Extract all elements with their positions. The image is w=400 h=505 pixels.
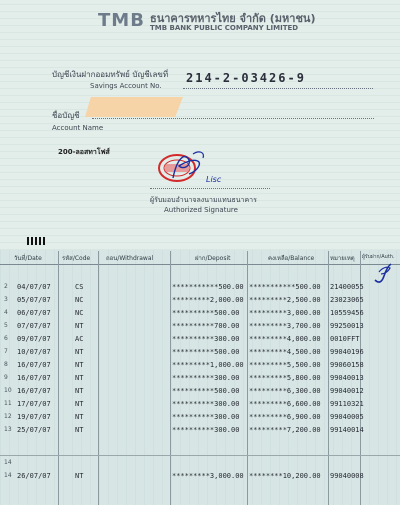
bank-name-english: TMB BANK PUBLIC COMPANY LIMITED (150, 24, 299, 32)
table-row (0, 361, 400, 372)
header-withdrawal: ถอน/Withdrawal (106, 255, 154, 262)
row-balance: ********10,200.00 (249, 472, 321, 480)
row-number: 2 (4, 283, 8, 290)
row-deposit: *********1,000.00 (172, 361, 244, 369)
table-row (0, 296, 400, 307)
table-row (0, 413, 400, 424)
row-number: 12 (4, 413, 12, 420)
row-number: 14 (4, 472, 12, 479)
row-number: 8 (4, 361, 8, 368)
row-number: 11 (4, 400, 12, 407)
row-reference: 99250013 (330, 322, 364, 330)
row-date: 26/07/07 (17, 472, 51, 480)
row-balance: *********6,600.00 (249, 400, 321, 408)
account-number-line (183, 88, 373, 89)
row-deposit: **********300.00 (172, 400, 240, 408)
row-reference: 99040008 (330, 472, 364, 480)
row-balance: *********5,800.00 (249, 374, 321, 382)
table-row (0, 426, 400, 437)
bank-name-thai: ธนาคารทหารไทย จำกัด (มหาชน) (150, 12, 316, 25)
row-number: 5 (4, 322, 8, 329)
row-number: 14 (4, 459, 12, 466)
row-code: NT (75, 348, 84, 356)
row-deposit: **********300.00 (172, 374, 240, 382)
row-code: NT (75, 322, 84, 330)
row-reference: 0010FFT (330, 335, 360, 343)
row-deposit: ***********500.00 (172, 283, 244, 291)
row-reference: 99040196 (330, 348, 364, 356)
row-date: 10/07/07 (17, 348, 51, 356)
row-date: 19/07/07 (17, 413, 51, 421)
account-name-label-thai: ชื่อบัญชี (52, 111, 80, 120)
table-row (0, 309, 400, 320)
row-reference: 99040013 (330, 374, 364, 382)
table-row (0, 283, 400, 294)
row-balance: *********5,500.00 (249, 361, 321, 369)
signature-label-thai: ผู้รับมอบอำนาจลงนามแทนธนาคาร (150, 196, 257, 204)
row-date: 07/07/07 (17, 322, 51, 330)
row-deposit: *********3,000.00 (172, 472, 244, 480)
row-number: 13 (4, 426, 12, 433)
table-row (0, 400, 400, 411)
table-row (0, 335, 400, 346)
row-balance: ***********500.00 (249, 283, 321, 291)
row-deposit: **********700.00 (172, 322, 240, 330)
row-date: 16/07/07 (17, 387, 51, 395)
row-reference: 99060158 (330, 361, 364, 369)
row-number: 3 (4, 296, 8, 303)
row-deposit: **********500.00 (172, 348, 240, 356)
row-reference: 99040005 (330, 413, 364, 421)
row-balance: *********7,200.00 (249, 426, 321, 434)
barcode-icon (27, 237, 47, 245)
header-auth: ผู้รับฝาก/Auth. (362, 254, 395, 260)
row-deposit: **********300.00 (172, 413, 240, 421)
row-code: NT (75, 374, 84, 382)
row-reference: 99140014 (330, 426, 364, 434)
row-balance: *********6,900.00 (249, 413, 321, 421)
account-name-label-english: Account Name (52, 124, 104, 132)
table-row (0, 322, 400, 333)
signature-line (150, 188, 270, 189)
row-reference: 21400055 (330, 283, 364, 291)
row-date: 16/07/07 (17, 374, 51, 382)
signature-label-english: Authorized Signature (164, 206, 238, 214)
bank-logo: TMB (98, 10, 145, 31)
header-balance: คงเหลือ/Balance (268, 255, 315, 262)
row-balance: *********6,300.00 (249, 387, 321, 395)
row-date: 09/07/07 (17, 335, 51, 343)
row-number: 7 (4, 348, 8, 355)
row-code: NT (75, 400, 84, 408)
row-balance: *********2,500.00 (249, 296, 321, 304)
row-code: NT (75, 387, 84, 395)
row-code: NT (75, 361, 84, 369)
table-row (0, 472, 400, 483)
row-deposit: *********2,000.00 (172, 296, 244, 304)
row-code: NC (75, 309, 84, 317)
account-name-line (92, 118, 374, 119)
row-date: 17/07/07 (17, 400, 51, 408)
row-code: NT (75, 413, 84, 421)
table-row (0, 374, 400, 385)
row-date: 05/07/07 (17, 296, 51, 304)
row-deposit: **********300.00 (172, 335, 240, 343)
row-number: 6 (4, 335, 8, 342)
row-balance: *********4,500.00 (249, 348, 321, 356)
row-date: 06/07/07 (17, 309, 51, 317)
table-row-empty (0, 459, 400, 470)
row-code: NC (75, 296, 84, 304)
row-reference: 99040012 (330, 387, 364, 395)
row-balance: *********4,000.00 (249, 335, 321, 343)
page-fold (0, 455, 400, 456)
row-deposit: **********300.00 (172, 426, 240, 434)
row-code: NT (75, 426, 84, 434)
row-code: CS (75, 283, 84, 291)
row-date: 25/07/07 (17, 426, 51, 434)
account-number: 214-2-03426-9 (186, 71, 306, 85)
row-number: 4 (4, 309, 8, 316)
signature-initials: Lisc (206, 175, 222, 184)
table-row (0, 387, 400, 398)
row-reference: 99110321 (330, 400, 364, 408)
account-type-label-english: Savings Account No. (90, 82, 162, 90)
auth-checkmark-icon (373, 262, 393, 286)
row-code: AC (75, 335, 84, 343)
row-number: 10 (4, 387, 12, 394)
account-type-label-thai: บัญชีเงินฝากออมทรัพย์ บัญชีเลขที่ (52, 70, 169, 79)
branch-code: 200-ลอสทาโฟส์ (58, 148, 110, 156)
row-code: NT (75, 472, 84, 480)
row-balance: *********3,000.00 (249, 309, 321, 317)
row-balance: *********3,700.00 (249, 322, 321, 330)
header-remark: หมายเหตุ (330, 255, 355, 262)
row-number: 9 (4, 374, 8, 381)
row-date: 16/07/07 (17, 361, 51, 369)
header-code: รหัส/Code (62, 255, 91, 262)
table-row (0, 348, 400, 359)
redacted-account-name (85, 97, 183, 117)
row-date: 04/07/07 (17, 283, 51, 291)
row-deposit: **********500.00 (172, 387, 240, 395)
row-reference: 23023065 (330, 296, 364, 304)
row-reference: 10559456 (330, 309, 364, 317)
header-deposit: ฝาก/Deposit (195, 255, 231, 262)
row-deposit: **********500.00 (172, 309, 240, 317)
header-date: วันที่/Date (14, 255, 42, 262)
